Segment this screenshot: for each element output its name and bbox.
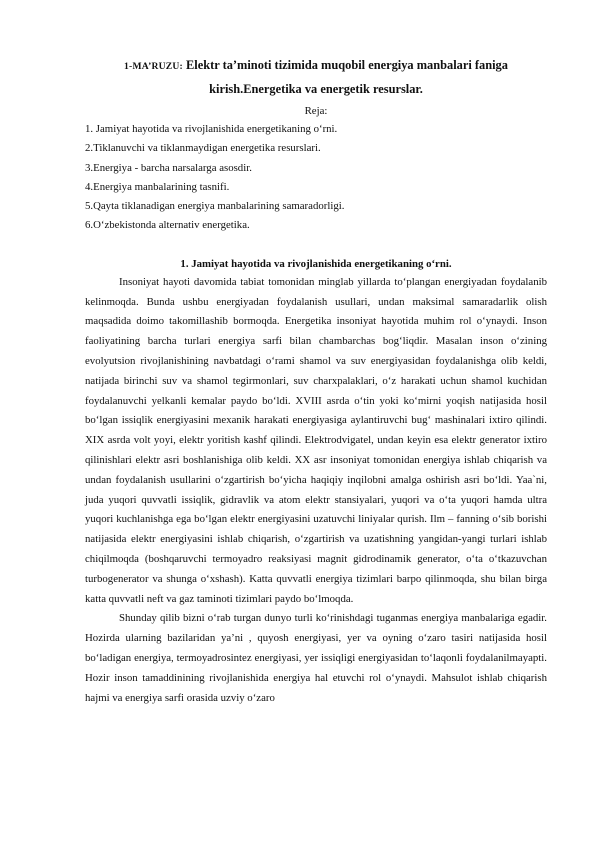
lecture-title-separator: . xyxy=(240,82,244,96)
lecture-title xyxy=(85,54,547,101)
plan-item: 2.Tiklanuvchi va tiklanmaydigan energetika resurslari. xyxy=(85,142,321,155)
document-page xyxy=(85,54,547,708)
lecture-title-line2-part2: Energetika va energetik resurslar. xyxy=(243,82,423,96)
plan-list xyxy=(85,120,547,236)
lecture-title-line1: Elektr ta’minoti tizimida muqobil energiya manbalari faniga xyxy=(186,58,508,72)
plan-heading: Reja: xyxy=(304,105,328,117)
plan-item: 1. Jamiyat hayotida va rivojlanishida energetikaning o‘rni. xyxy=(85,123,338,135)
plan-item: 6.O‘zbekistonda alternativ energetika. xyxy=(85,219,250,232)
body-paragraph: Shunday qilib bizni o‘rab turgan dunyo turli ko‘rinishdagi tuganmas energiya manbalariga egadir. Hozirda ularning bazilaridan ya’ni , quyosh energiyasi, yer va oyning o‘zaro tasiri natijasida hosil bo‘ladigan energiya, termoyadrosintez energiyasi, yer issiqligi energiyasidan to‘laqonli foydalanilmayapti. Hozir inson tamaddinining rivojlanishida energiya hal etuvchi rol o‘ynaydi. Mahsulot ishlab chiqarish hajmi va energiya sarfi orasida uzviy o‘zaro xyxy=(85,612,547,704)
plan-item: 3.Energiya - barcha narsalarga asosdir. xyxy=(85,161,252,174)
plan-item: 4.Energiya manbalarining tasnifi. xyxy=(85,180,230,193)
lecture-number: 1-MA’RUZU: xyxy=(124,61,183,72)
lecture-title-line2-part1: kirish xyxy=(209,82,241,96)
body-paragraph: Insoniyat hayoti davomida tabiat tomonidan minglab yillarda to‘plangan energiyadan foydalanib kelinmoqda. Bunda ushbu energiyadan foydalanish usullari, undan maksimal samaradarlik olish maqsadida doimo takomillashib bormoqda. Energetika insoniyat hayotida muhim rol o‘ynaydi. Inson faoliyatining barcha turlari energiya sarfi bilan chambarchas bog‘liqdir. Masalan inson o‘zining evolyutsion rivojlanishining navbatdagi o‘rami shamol va suv energiyasidan foydalanishga olib keldi, natijada birinchi suv va shamol tegirmonlari, suv charxpalaklari, o‘z harakati uchun shamol kuchidan foydalanuvchi yelkanli kemalar paydo bo‘ldi. XVIII asrda o‘tin yoki ko‘mirni yoqish natijasida hosil bo‘lgan issiqlik energiyasini mexanik harakati energiyasiga aylantiruvchi bug‘ mashinalari ixtiro qilindi. XIX asrda volt yoyi, elektr yoritish kashf qilindi. Elektrodvigatel, undan keyin esa elektr generator ixtiro qilinishlari elektr asri boshlanishiga olib keldi. XX asr insoniyat tomonidan energiya ishlab chiqarish va undan foydalanish usullarini o‘zgartirish bo‘yicha haqiqiy inqilobni amalga oshirish asri bo‘ldi. Yaa`ni, juda yuqori quvvatli issiqlik, gidravlik va atom elektr stansiyalari, yuqori va o‘ta yuqori hamda ultra yuqori kuchlanishga ega bo‘lgan elektr energiyasini uzatuvchi liniyalar qurish. Ilm – fanning o‘sib borishi natijasida elektr energiyasini ishlab chiqarish, o‘zgartirish va uzatishning yangidan-yangi turlari ishlab chiqilmoqda (boshqaruvchi termoyadro reaksiyasi magnit gidrodinamik generator, o‘ta o‘tkazuvchan turbogenerator va shunga o‘xshash). Katta quvvatli energiya tizimlari barpo qilinmoqda, shu bilan birga katta quvvatli neft va gaz taminoti tizimlari paydo bo‘lmoqda. xyxy=(85,275,547,605)
section-title: 1. Jamiyat hayotida va rivojlanishida energetikaning o‘rni. xyxy=(180,257,452,270)
plan-item: 5.Qayta tiklanadigan energiya manbalarining samaradorligi. xyxy=(85,200,345,213)
